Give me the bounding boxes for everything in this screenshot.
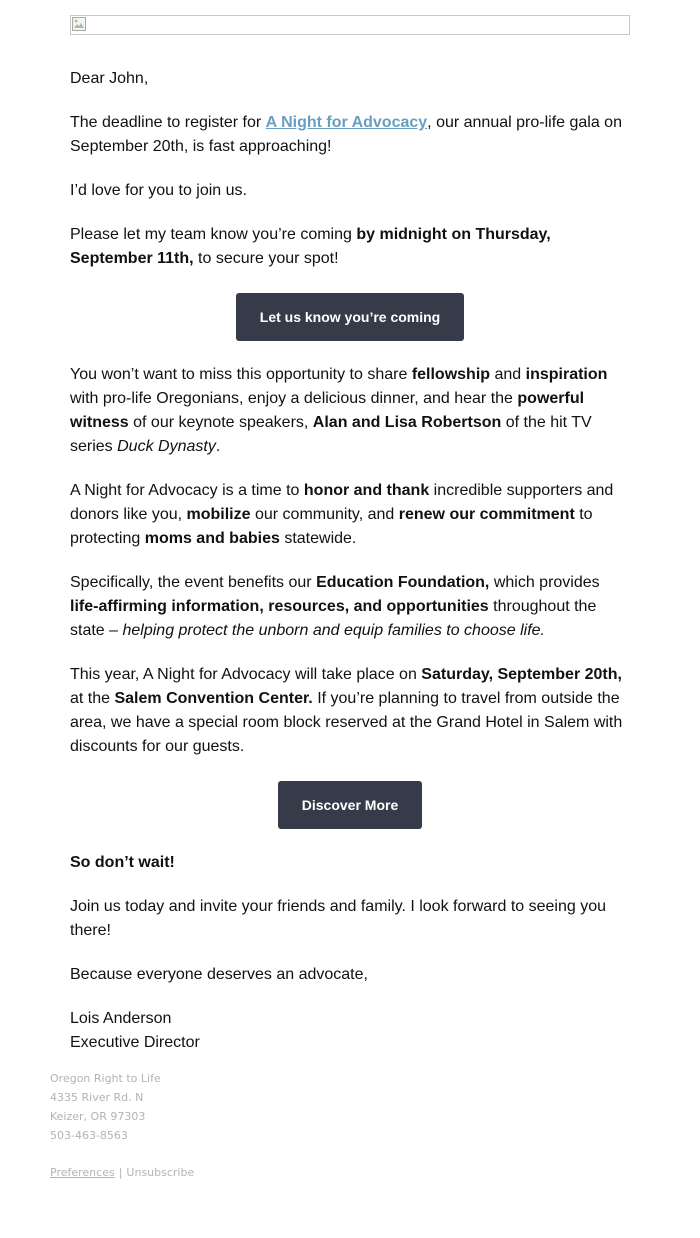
paragraph-closing: Because everyone deserves an advocate, <box>70 966 368 983</box>
paragraph-join: Join us today and invite your friends and family. I look forward to seeing you there! <box>70 898 606 939</box>
paragraph-venue: This year, A Night for Advocacy will take place on Saturday, September 20th, at the Salem Convention Center. If you’re planning to travel from outside the area, we have a special room block reserved at the Grand Hotel in Salem with discounts for our guests. <box>70 666 623 755</box>
footer-street: 4335 River Rd. N <box>50 1091 144 1104</box>
broken-image-icon <box>72 17 86 31</box>
paragraph-foundation: Specifically, the event benefits our Education Foundation, which provides life-affirming information, resources, and opportunities throughout the state – helping protect the unborn and equip families to choose life. <box>70 574 600 639</box>
footer-city: Keizer, OR 97303 <box>50 1110 146 1123</box>
event-link[interactable]: A Night for Advocacy <box>265 114 428 131</box>
discover-more-button[interactable]: Discover More <box>278 781 422 829</box>
greeting: Dear John, <box>70 70 149 87</box>
footer-phone: 503-463-8563 <box>50 1129 128 1142</box>
footer-separator: | <box>118 1166 123 1179</box>
paragraph-honor: A Night for Advocacy is a time to honor and thank incredible supporters and donors like you, mobilize our community, and renew our commitment to protecting moms and babies statewide. <box>70 482 614 547</box>
header-image <box>70 15 630 35</box>
paragraph-invite: I’d love for you to join us. <box>70 182 247 199</box>
email-body <box>70 15 630 1055</box>
footer <box>50 1069 194 1182</box>
paragraph-opportunity: You won’t want to miss this opportunity to share fellowship and inspiration with pro-life Oregonians, enjoy a delicious dinner, and hear the powerful witness of our keynote speakers, Alan and Lisa Robertson of the hit TV series Duck Dynasty. <box>70 366 608 455</box>
signature-title: Executive Director <box>70 1034 200 1051</box>
paragraph-rsvp-deadline: Please let my team know you’re coming by midnight on Thursday, September 11th, to secure your spot! <box>70 226 551 267</box>
footer-org: Oregon Right to Life <box>50 1072 161 1085</box>
paragraph-dont-wait: So don’t wait! <box>70 854 175 871</box>
signature-name: Lois Anderson <box>70 1010 172 1027</box>
signature <box>70 1007 630 1055</box>
preferences-link[interactable]: Preferences <box>50 1166 115 1179</box>
unsubscribe-link[interactable]: Unsubscribe <box>126 1166 195 1179</box>
rsvp-button[interactable]: Let us know you’re coming <box>236 293 464 341</box>
paragraph-deadline: The deadline to register for A Night for Advocacy, our annual pro-life gala on September 20th, is fast approaching! <box>70 114 622 155</box>
